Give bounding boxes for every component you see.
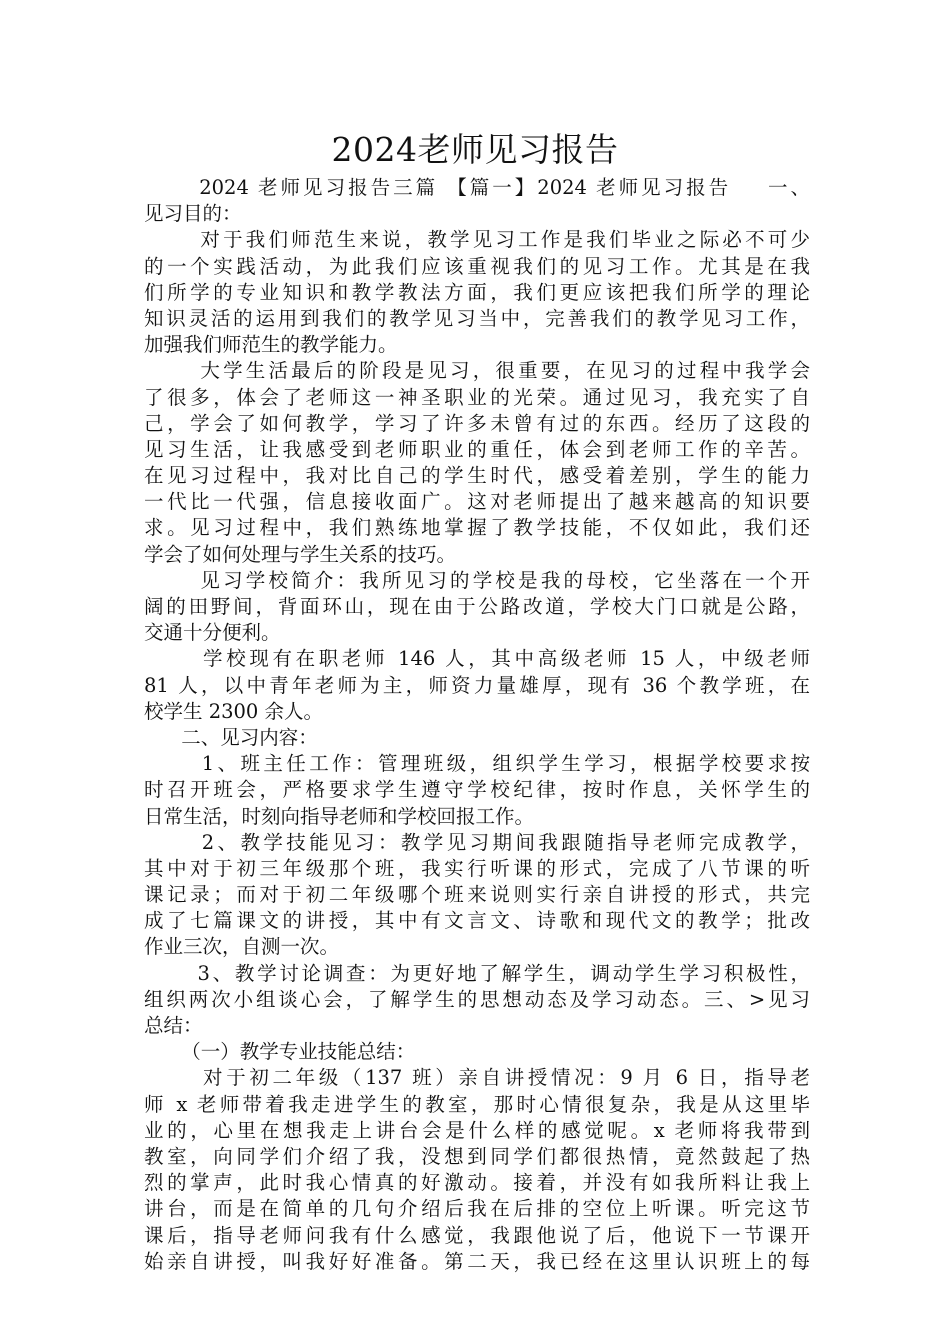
text-line: 己，学会了如何教学，学习了许多未曾有过的东西。经历了这段的: [144, 411, 810, 435]
text-line: 成了七篇课文的讲授，其中有文言文、诗歌和现代文的教学；批改: [144, 909, 810, 933]
text-line: 2、教学技能见习：教学见习期间我跟随指导老师完成教学，: [144, 830, 810, 854]
text-line: 其中对于初三年级那个班，我实行听课的形式，完成了八节课的听: [144, 856, 810, 880]
text-line: 们所学的专业知识和教学教法方面，我们更应该把我们所学的理论: [144, 280, 810, 304]
text-line: 日常生活，时刻向指导老师和学校回报工作。: [144, 804, 535, 828]
text-line: 知识灵活的运用到我们的教学见习当中，完善我们的教学见习工作，: [144, 306, 810, 330]
text-line: 加强我们师范生的教学能力。: [144, 333, 398, 357]
text-line: 业的，心里在想我走上讲台会是什么样的感觉呢。x 老师将我带到: [144, 1118, 810, 1142]
text-line: 对于初二年级（137 班）亲自讲授情况：9 月 6 日，指导老: [144, 1066, 810, 1090]
text-line: 见习生活，让我感受到老师职业的重任，体会到老师工作的辛苦。: [144, 437, 810, 461]
text-line: 师 x 老师带着我走进学生的教室，那时心情很复杂，我是从这里毕: [144, 1092, 810, 1116]
document-body: [144, 175, 810, 1275]
text-line: 课后，指导老师问我有什么感觉，我跟他说了后，他说下一节课开: [144, 1223, 810, 1247]
text-line: 课记录；而对于初二年级哪个班来说则实行亲自讲授的形式，共完: [144, 883, 810, 907]
text-line: 校学生 2300 余人。: [144, 699, 324, 723]
text-line: 81 人，以中青年老师为主，师资力量雄厚，现有 36 个教学班，在: [144, 673, 810, 697]
text-line: 作业三次，自测一次。: [144, 935, 340, 959]
text-line: 的一个实践活动，为此我们应该重视我们的见习工作。尤其是在我: [144, 254, 810, 278]
text-line: 1、班主任工作：管理班级，组织学生学习，根据学校要求按: [144, 752, 810, 776]
text-line: 2024 老师见习报告三篇 【篇一】2024 老师见习报告 一、: [144, 176, 810, 199]
text-line: 交通十分便利。: [144, 621, 281, 645]
text-line: 3、教学讨论调查：为更好地了解学生，调动学生学习积极性，: [144, 961, 810, 985]
document-title: 2024老师见习报告: [331, 130, 619, 169]
text-line: 求。见习过程中，我们熟练地掌握了教学技能，不仅如此，我们还: [144, 516, 810, 540]
text-line: 学校现有在职老师 146 人，其中高级老师 15 人，中级老师: [144, 647, 810, 671]
text-line: 大学生活最后的阶段是见习，很重要，在见习的过程中我学会: [144, 359, 810, 383]
text-line: 组织两次小组谈心会，了解学生的思想动态及学习动态。三、>见习: [144, 987, 810, 1011]
text-line: 见习学校简介：我所见习的学校是我的母校，它坐落在一个开: [144, 568, 810, 592]
text-line: 在见习过程中，我对比自己的学生时代，感受着差别，学生的能力: [144, 464, 810, 488]
text-line: 二、见习内容：: [144, 725, 318, 749]
text-line: 教室，向同学们介绍了我，没想到同学们都很热情，竟然鼓起了热: [144, 1144, 810, 1168]
text-line: 学会了如何处理与学生关系的技巧。: [144, 542, 457, 566]
text-line: 一代比一代强，信息接收面广。这对老师提出了越来越高的知识要: [144, 490, 810, 514]
text-line: 对于我们师范生来说，教学见习工作是我们毕业之际必不可少: [144, 228, 810, 252]
text-line: 了很多，体会了老师这一神圣职业的光荣。通过见习，我充实了自: [144, 385, 810, 409]
text-line: 阔的田野间，背面环山，现在由于公路改道，学校大门口就是公路，: [144, 595, 810, 618]
text-line: 见习目的：: [144, 202, 242, 226]
text-line: 时召开班会，严格要求学生遵守学校纪律，按时作息，关怀学生的: [144, 778, 810, 802]
text-line: 始亲自讲授，叫我好好准备。第二天，我已经在这里认识班上的每: [144, 1249, 810, 1273]
text-line: 总结：: [144, 1014, 203, 1037]
text-line: 烈的掌声，此时我心情真的好激动。接着，并没有如我所料让我上: [144, 1171, 810, 1195]
text-line: 讲台，而是在简单的几句介绍后我在后排的空位上听课。听完这节: [144, 1197, 810, 1221]
text-line: （一）教学专业技能总结：: [144, 1040, 416, 1064]
